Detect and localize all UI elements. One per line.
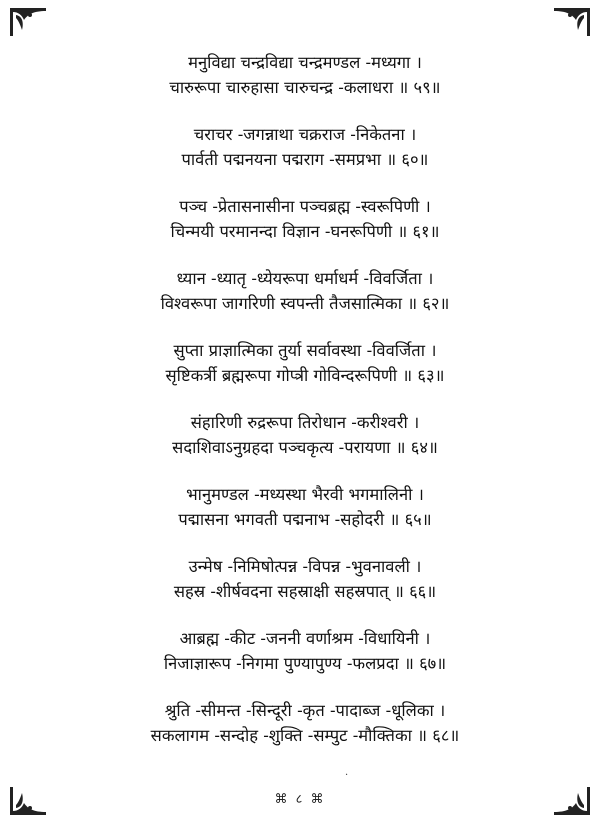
verse-line: संहारिणी रुद्ररूपा तिरोधान -करीश्वरी ।: [190, 413, 420, 432]
verse-line: पार्वती पद्मनयना पद्मराग -समप्रभा ॥ ६०॥: [181, 150, 429, 169]
verse-61: [0, 194, 600, 266]
verse-line: आब्रह्म -कीट -जननी वर्णाश्रम -विधायिनी ।: [179, 629, 431, 648]
verse-63: [0, 338, 600, 410]
verse-line: ध्यान -ध्यातृ -ध्येयरूपा धर्माधर्म -विवर्जिता ।: [176, 269, 434, 288]
verse-line: विश्वरूपा जागरिणी स्वपन्ती तैजसात्मिका ॥ ६२॥: [160, 294, 450, 313]
verse-line: सुप्ता प्राज्ञात्मिका तुर्या सर्वावस्था -विवर्जिता ।: [173, 341, 437, 360]
verse-line: सकलागम -सन्दोह -शुक्ति -सम्पुट -मौक्तिका ॥ ६८॥: [150, 726, 460, 745]
verse-line: चारुरूपा चारुहासा चारुचन्द्र -कलाधरा ॥ ५९॥: [169, 78, 441, 97]
verse-66: [0, 554, 600, 626]
verse-65: [0, 482, 600, 554]
ornamental-corner-icon: [552, 6, 592, 38]
verse-line: पद्मासना भगवती पद्मनाभ -सहोदरी ॥ ६५॥: [178, 510, 432, 529]
verse-59: [0, 50, 600, 122]
verse-68: [0, 698, 600, 770]
verse-line: सृष्टिकर्त्री ब्रह्मरूपा गोप्त्री गोविन्दरूपिणी ॥ ६३॥: [165, 366, 445, 385]
verse-line: पञ्च -प्रेतासनासीना पञ्चब्रह्म -स्वरूपिणी ।: [179, 197, 431, 216]
ink-mark: ·: [345, 770, 349, 781]
verse-line: उन्मेष -निमिषोत्पन्न -विपन्न -भुवनावली ।: [188, 557, 422, 576]
verse-67: [0, 626, 600, 698]
verse-line: सहस्र -शीर्षवदना सहस्राक्षी सहस्रपात् ॥ ६६॥: [173, 582, 437, 601]
verse-line: निजाज्ञारूप -निगमा पुण्यापुण्य -फलप्रदा ॥ ६७॥: [163, 654, 447, 673]
ornamental-corner-icon: [8, 6, 48, 38]
verse-line: भानुमण्डल -मध्यस्था भैरवी भगमालिनी ।: [186, 485, 424, 504]
verse-line: श्रुति -सीमन्त -सिन्दूरी -कृत -पादाब्ज -धूलिका ।: [164, 701, 446, 720]
verse-60: [0, 122, 600, 194]
verse-line: चिन्मयी परमानन्दा विज्ञान -घनरूपिणी ॥ ६१॥: [170, 222, 440, 241]
verse-62: [0, 266, 600, 338]
verse-line: मनुविद्या चन्द्रविद्या चन्द्रमण्डल -मध्यगा ।: [188, 53, 422, 72]
verse-64: [0, 410, 600, 482]
verse-list: [0, 50, 600, 770]
verse-line: सदाशिवाऽनुग्रहदा पञ्चकृत्य -परायणा ॥ ६४॥: [172, 438, 438, 457]
verse-line: चराचर -जगन्नाथा चक्रराज -निकेतना ।: [193, 125, 417, 144]
page-number: ⌘ ८ ⌘: [274, 792, 326, 807]
